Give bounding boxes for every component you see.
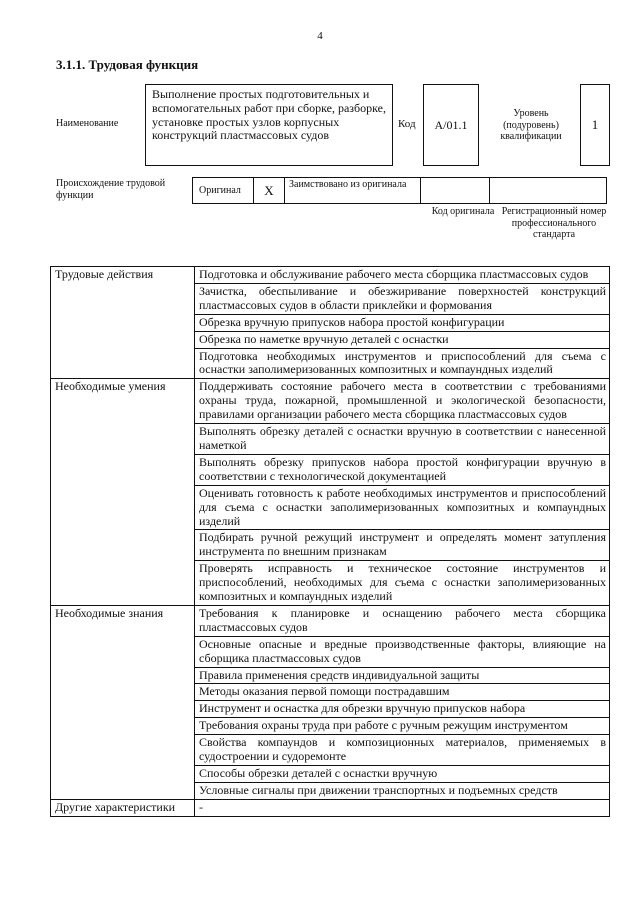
category-cell: Необходимые знания xyxy=(51,605,195,799)
section-title: 3.1.1. Трудовая функция xyxy=(56,57,199,72)
table-row xyxy=(51,267,610,284)
reg-number-label: Регистрационный номер профессионального стандарта xyxy=(501,206,607,240)
code-label: Код xyxy=(398,118,416,130)
origin-row xyxy=(193,177,610,204)
category-cell: Трудовые действия xyxy=(51,267,195,379)
category-cell: Необходимые умения xyxy=(51,379,195,606)
category-cell: Другие характеристики xyxy=(51,799,195,816)
item-cell: Условные сигналы при движении транспортных и подъемных средств xyxy=(195,782,610,799)
item-cell: Требования охраны труда при работе с ручным режущим инструментом xyxy=(195,718,610,735)
item-cell: Свойства компаундов и композиционных материалов, применяемых в судостроении и судоремонте xyxy=(195,735,610,766)
origin-code-cell xyxy=(420,177,490,204)
item-cell: Подготовка необходимых инструментов и приспособлений для съема с оснастки заполимеризованных композитных и компаундных изделий xyxy=(195,348,610,379)
page-number: 4 xyxy=(317,30,323,42)
item-cell: Выполнять обрезку деталей с оснастки вручную в соответствии с нанесенной наметкой xyxy=(195,424,610,455)
item-cell: Требования к планировке и оснащению рабочего места сборщика пластмассовых судов xyxy=(195,605,610,636)
table-row xyxy=(51,605,610,636)
level-box: 1 xyxy=(580,84,610,166)
item-cell: Обрезка по наметке вручную деталей с оснастки xyxy=(195,331,610,348)
item-cell: Зачистка, обеспыливание и обезжиривание поверхностей конструкций пластмассовых судов в области приклейки и формования xyxy=(195,283,610,314)
item-cell: Методы оказания первой помощи пострадавшим xyxy=(195,684,610,701)
name-label: Наименование xyxy=(56,118,119,129)
original-mark: X xyxy=(253,177,285,204)
item-cell: Способы обрезки деталей с оснастки вручную xyxy=(195,766,610,783)
item-cell: Проверять исправность и техническое состояние инструментов и приспособлений, необходимых для съема с оснастки заполимеризованных композитных и компаундных изделий xyxy=(195,561,610,606)
item-cell: Выполнять обрезку припусков набора простой конфигурации вручную в соответствии с технологической документацией xyxy=(195,454,610,485)
item-cell: - xyxy=(195,799,610,816)
level-label: Уровень (подуровень) квалификации xyxy=(500,108,562,142)
function-table xyxy=(50,266,610,817)
item-cell: Поддерживать состояние рабочего места в соответствии с требованиями охраны труда, пожарной, промышленной и экологической безопасности, правилами организации рабочего места сборщика пластмассовых судов xyxy=(195,379,610,424)
code-box: A/01.1 xyxy=(423,84,479,166)
origin-code-label: Код оригинала xyxy=(431,206,495,217)
item-cell: Инструмент и оснастка для обрезки вручную припусков набора xyxy=(195,701,610,718)
item-cell: Обрезка вручную припусков набора простой конфигурации xyxy=(195,314,610,331)
item-cell: Правила применения средств индивидуальной защиты xyxy=(195,667,610,684)
item-cell: Подбирать ручной режущий инструмент и определять момент затупления инструмента по внешним признакам xyxy=(195,530,610,561)
borrowed-label: Заимствовано из оригинала xyxy=(284,177,421,204)
item-cell: Оценивать готовность к работе необходимых инструментов и приспособлений для съема с оснастки заполимеризованных композитных и компаундных изделий xyxy=(195,485,610,530)
origin-label: Происхождение трудовой функции xyxy=(56,178,166,201)
item-cell: Подготовка и обслуживание рабочего места сборщика пластмассовых судов xyxy=(195,267,610,284)
original-label: Оригинал xyxy=(192,177,254,204)
item-cell: Основные опасные и вредные производственные факторы, влияющие на сборщика пластмассовых судов xyxy=(195,636,610,667)
table-row xyxy=(51,799,610,816)
function-name-box: Выполнение простых подготовительных и вспомогательных работ при сборке, разборке, установке простых узлов корпусных конструкций пластмассовых судов xyxy=(145,84,393,166)
reg-number-cell xyxy=(489,177,607,204)
table-row xyxy=(51,379,610,424)
